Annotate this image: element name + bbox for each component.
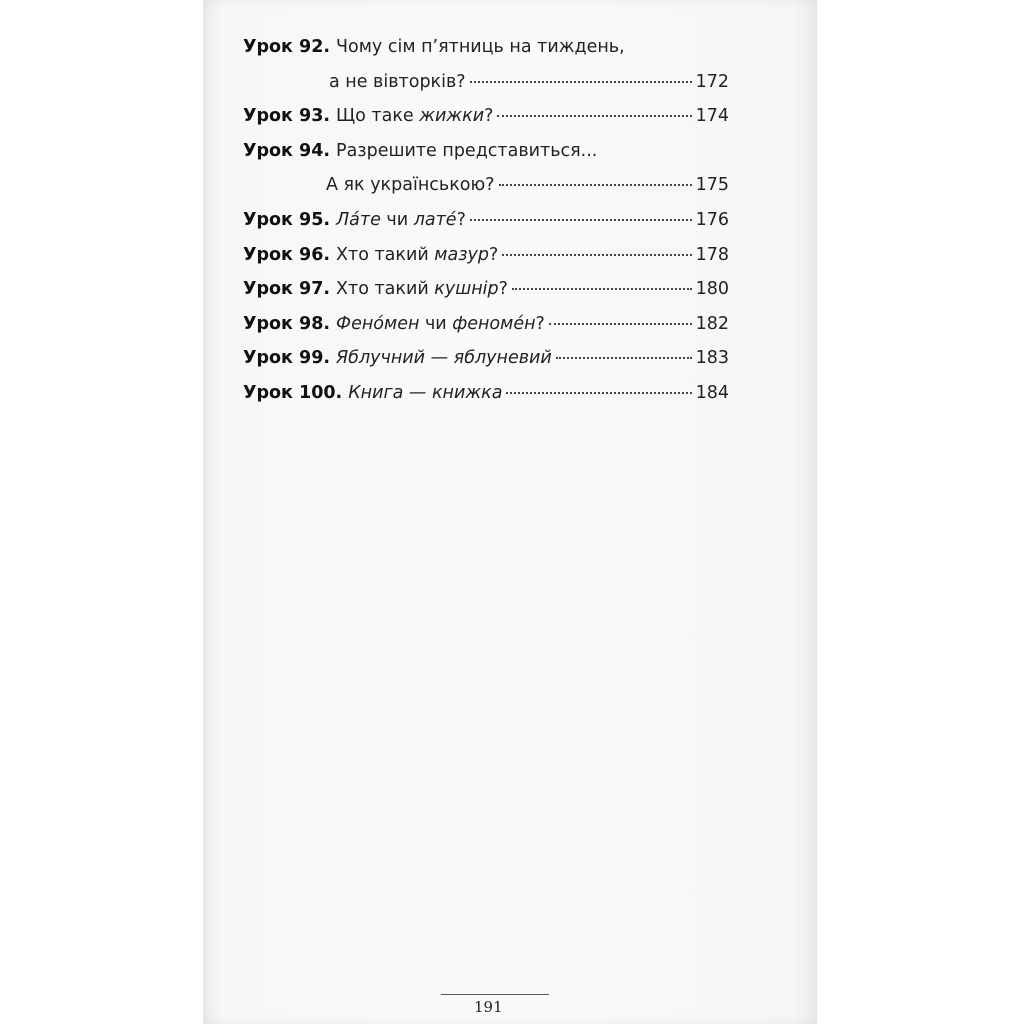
lesson-title-continued: А як українською?: [326, 175, 495, 196]
lesson-title: Хто такий мазур?: [336, 244, 499, 265]
lesson-label: Урок 94.: [243, 140, 331, 161]
toc-entry-98: [243, 307, 729, 342]
page-number: 175: [695, 175, 729, 196]
footer-rule: [441, 994, 549, 995]
dot-leader: [502, 253, 691, 256]
lesson-label: Урок 97.: [243, 279, 331, 300]
toc-entry-99: [243, 341, 729, 376]
toc-entry-92: [243, 30, 729, 65]
lesson-title: Фено́мен чи феноме́н?: [336, 313, 545, 334]
dot-leader: [512, 287, 692, 290]
toc-entry-93: [243, 99, 729, 134]
toc-entry-94-continued: [243, 168, 729, 203]
page-number: 172: [695, 71, 729, 92]
toc-entry-96: [243, 238, 729, 273]
lesson-title: Ла́те чи лате́?: [336, 209, 466, 230]
page-number: 184: [695, 382, 729, 403]
lesson-label: Урок 96.: [243, 244, 331, 265]
lesson-label: Урок 100.: [243, 382, 343, 403]
lesson-title: Яблучний — яблуневий: [336, 348, 552, 369]
dot-leader: [506, 391, 691, 394]
dot-leader: [470, 218, 692, 221]
page-number: 183: [695, 348, 729, 369]
dot-leader: [549, 322, 692, 325]
lesson-title: Хто такий кушнір?: [336, 279, 508, 300]
lesson-label: Урок 95.: [243, 209, 331, 230]
lesson-label: Урок 98.: [243, 313, 331, 334]
dot-leader: [556, 356, 692, 359]
toc-entry-97: [243, 272, 729, 307]
toc-entry-100: [243, 376, 729, 411]
toc-entry-94: [243, 134, 729, 169]
table-of-contents: [243, 30, 729, 411]
dot-leader: [499, 183, 692, 186]
lesson-title: Книга — книжка: [348, 382, 503, 403]
page-number: 178: [695, 244, 729, 265]
folio-page-number: 191: [474, 998, 503, 1016]
toc-entry-95: [243, 203, 729, 238]
lesson-label: Урок 93.: [243, 106, 331, 127]
page-number: 174: [695, 106, 729, 127]
toc-entry-92-continued: [243, 65, 729, 100]
lesson-title: Що таке жижки?: [336, 106, 494, 127]
page-number: 180: [695, 279, 729, 300]
page-number: 182: [695, 313, 729, 334]
lesson-label: Урок 99.: [243, 348, 331, 369]
lesson-title: Чому сім п’ятниць на тиждень,: [336, 37, 625, 57]
dot-leader: [497, 114, 691, 117]
lesson-label: Урок 92.: [243, 37, 331, 57]
dot-leader: [470, 80, 692, 83]
lesson-title-continued: а не вівторків?: [329, 71, 466, 92]
page-number: 176: [695, 209, 729, 230]
lesson-title: Разрешите представиться...: [336, 140, 598, 161]
